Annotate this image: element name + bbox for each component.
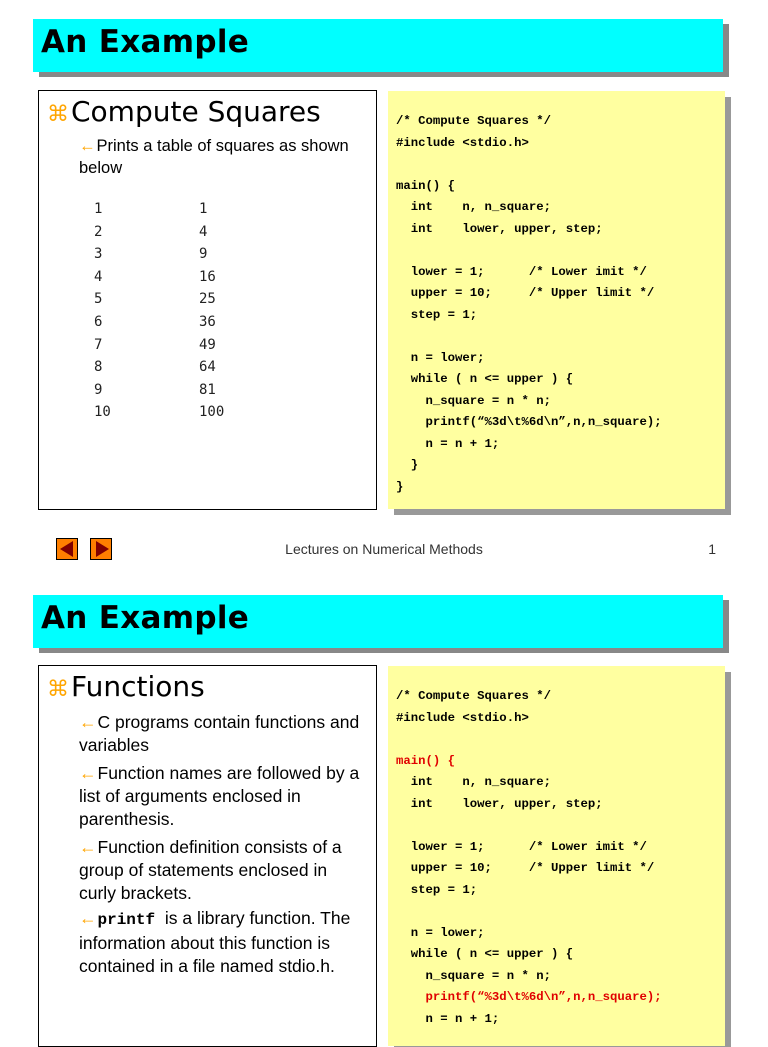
code-listing (396, 111, 662, 498)
n-cell: 10 (94, 404, 111, 421)
arrow-bullet-icon: ← (79, 908, 97, 928)
code-line: } (396, 479, 404, 494)
table-row (94, 404, 224, 427)
code-line: int lower, upper, step; (410, 221, 603, 236)
square-cell: 49 (199, 336, 216, 353)
previous-slide-button[interactable] (56, 538, 78, 560)
table-row (94, 382, 224, 405)
next-slide-button[interactable] (90, 538, 112, 560)
code-line: int n, n_square; (410, 200, 551, 214)
square-cell: 9 (199, 246, 208, 263)
heading-text: Compute Squares (71, 95, 321, 128)
n-cell: 9 (94, 381, 103, 398)
sub-bullet-text: Function definition consists of a group of statements enclosed in curly brackets. (79, 837, 342, 903)
n-cell: 1 (94, 201, 103, 217)
code-line: step = 1; (410, 882, 478, 897)
code-panel (388, 91, 725, 509)
slide-title: An Example (41, 600, 250, 636)
n-cell: 7 (94, 336, 103, 353)
footer (0, 538, 768, 560)
code-line: int lower, upper, step; (410, 796, 603, 811)
table-row (94, 359, 224, 382)
n-cell: 5 (94, 291, 103, 308)
square-cell: 36 (199, 313, 216, 330)
arrow-bullet-icon: ← (79, 763, 97, 783)
code-line: #include <stdio.h> (396, 135, 529, 150)
table-row (94, 224, 224, 247)
code-line: int n, n_square; (410, 775, 551, 789)
code-line: /* Compute Squares */ (396, 114, 551, 128)
heading-text: Functions (71, 670, 205, 703)
square-cell: 100 (199, 404, 225, 421)
code-line: upper = 10; /* Upper limit */ (410, 861, 655, 875)
square-cell: 25 (199, 291, 216, 308)
code-line: n = n + 1; (425, 436, 500, 451)
n-cell: 8 (94, 359, 103, 376)
square-cell: 81 (199, 381, 216, 398)
code-line: main() { (396, 753, 456, 768)
n-cell: 4 (94, 268, 103, 285)
printf-keyword: printf (97, 911, 156, 929)
code-line: } (410, 458, 419, 472)
slide-2 (0, 575, 768, 1024)
code-line: /* Compute Squares */ (396, 689, 551, 703)
square-cell: 16 (199, 268, 216, 285)
sub-bullet (79, 135, 367, 179)
code-line: printf(“%3d\t%6d\n”,n,n_square); (425, 415, 662, 429)
code-line: n_square = n * n; (425, 393, 551, 408)
code-line: main() { (396, 178, 456, 193)
code-line: printf(“%3d\t%6d\n”,n,n_square); (425, 990, 662, 1004)
code-line: step = 1; (410, 307, 478, 322)
code-listing (396, 686, 662, 1030)
arrow-bullet-icon: ← (79, 712, 97, 732)
sub-bullet-text: Function names are followed by a list of arguments enclosed in parenthesis. (79, 763, 360, 829)
code-panel (388, 666, 725, 1046)
sub-bullet (79, 907, 367, 978)
arrow-bullet-icon: ← (79, 837, 97, 857)
square-cell: 4 (199, 223, 208, 240)
command-bullet-icon: ⌘ (47, 677, 69, 702)
sub-bullet-text: C programs contain functions and variables (79, 712, 360, 755)
code-line: lower = 1; /* Lower imit */ (410, 264, 647, 279)
sub-bullet-text: is a library function. The information about this function is contained in a file named stdio.h. (79, 908, 351, 976)
table-row (94, 246, 224, 269)
arrow-right-icon (96, 541, 109, 557)
sub-bullet (79, 711, 367, 757)
slide-title: An Example (41, 24, 250, 60)
square-cell: 1 (199, 201, 208, 217)
arrow-left-icon (60, 541, 73, 557)
table-row (94, 269, 224, 292)
code-line: n = lower; (410, 350, 485, 365)
code-line: while ( n <= upper ) { (410, 372, 574, 386)
square-cell: 64 (199, 359, 216, 376)
heading (47, 670, 205, 703)
page-number: 1 (708, 541, 716, 557)
content-panel (38, 665, 377, 1047)
table-row (94, 337, 224, 360)
code-line: lower = 1; /* Lower imit */ (410, 839, 647, 854)
command-bullet-icon: ⌘ (47, 102, 69, 127)
code-line: upper = 10; /* Upper limit */ (410, 286, 655, 300)
footer-text: Lectures on Numerical Methods (285, 541, 483, 557)
sub-bullet (79, 762, 367, 831)
table-row (94, 201, 224, 224)
code-line: n_square = n * n; (425, 968, 551, 983)
n-cell: 6 (94, 313, 103, 330)
arrow-bullet-icon: ← (79, 137, 96, 155)
n-cell: 3 (94, 246, 103, 263)
code-line: #include <stdio.h> (396, 710, 529, 725)
heading (47, 95, 321, 128)
sub-bullet-text: Prints a table of squares as shown below (79, 137, 349, 177)
code-line: while ( n <= upper ) { (410, 947, 574, 961)
table-row (94, 291, 224, 314)
title-banner (33, 595, 723, 648)
table-row (94, 314, 224, 337)
code-line: n = lower; (410, 925, 485, 940)
code-line: n = n + 1; (396, 1011, 500, 1026)
squares-table (94, 201, 224, 427)
n-cell: 2 (94, 223, 103, 240)
title-banner (33, 19, 723, 72)
content-panel (38, 90, 377, 510)
sub-bullet (79, 836, 367, 905)
